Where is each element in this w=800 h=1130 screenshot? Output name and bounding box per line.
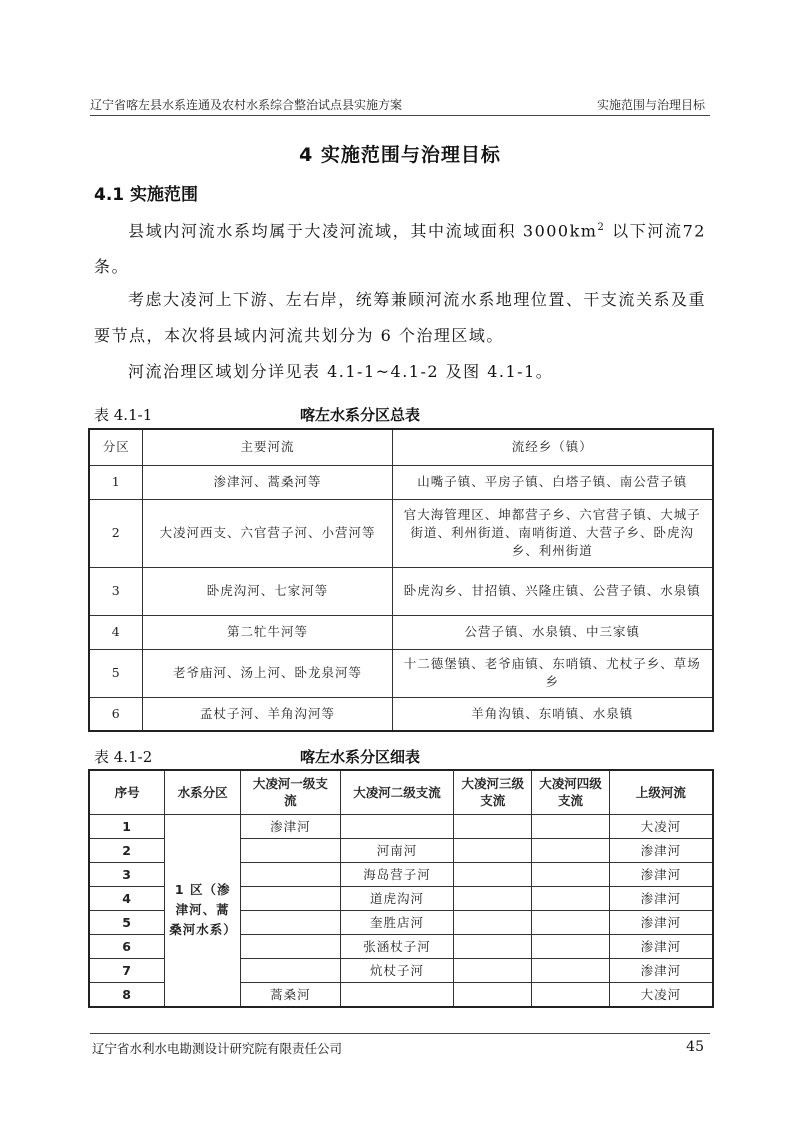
table1-row: [89, 697, 713, 731]
table2-cell: [241, 838, 341, 862]
table2-cell: [454, 838, 532, 862]
table1-cell: 3: [89, 567, 143, 615]
table1-cell: 十二德堡镇、老爷庙镇、东哨镇、尤杖子乡、草场乡: [392, 649, 713, 697]
table1-row: [89, 615, 713, 649]
table2-cell: [532, 838, 610, 862]
page-number: 45: [686, 1039, 704, 1055]
table1-row: [89, 567, 713, 615]
table2-cell: [532, 910, 610, 934]
table2-cell: 渗津河: [609, 886, 713, 910]
footer-organization: 辽宁省水利水电勘测设计研究院有限责任公司: [92, 1041, 343, 1056]
table1-header-cell: 主要河流: [143, 429, 392, 465]
table-zone-summary: [88, 428, 714, 732]
table1-number: 表 4.1-1: [94, 406, 153, 424]
table2-cell: 渗津河: [241, 814, 341, 838]
table1-cell: 6: [89, 697, 143, 731]
paragraph-1-superscript: 2: [597, 222, 606, 233]
paragraph-2: [94, 282, 706, 354]
paragraph-1-text-a: 县域内河流水系均属于大凌河流域，其中流域面积 3000km: [128, 221, 598, 241]
table1-cell: 羊角沟镇、东哨镇、水泉镇: [392, 697, 713, 731]
header-divider: [90, 115, 710, 116]
table1-cell: 2: [89, 499, 143, 567]
table2-zone-cell: 1 区（渗津河、蒿桑河水系）: [165, 814, 241, 1007]
table2-index-cell: 4: [89, 886, 165, 910]
header-left: 辽宁省喀左县水系连通及农村水系综合整治试点县实施方案: [90, 98, 403, 112]
section-title: 4.1 实施范围: [94, 185, 199, 205]
table2-cell: 炕杖子河: [340, 958, 454, 982]
table1-row: [89, 465, 713, 499]
table2-cell: [241, 958, 341, 982]
table2-cell: 渗津河: [609, 838, 713, 862]
table2-cell: [532, 862, 610, 886]
table2-cell: 渗津河: [609, 958, 713, 982]
table2-cell: [454, 982, 532, 1007]
table2-index-cell: 8: [89, 982, 165, 1007]
table2-cell: [532, 934, 610, 958]
table2-index-cell: 7: [89, 958, 165, 982]
table2-header-cell: 大凌河二级支流: [340, 770, 454, 814]
table1-cell: 5: [89, 649, 143, 697]
table2-cell: 渗津河: [609, 862, 713, 886]
table2-cell: 蒿桑河: [241, 982, 341, 1007]
table1-header-cell: 流经乡（镇）: [392, 429, 713, 465]
table2-cell: [454, 862, 532, 886]
footer-divider: [90, 1033, 710, 1034]
table2-header-cell: 序号: [89, 770, 165, 814]
table2-number: 表 4.1-2: [94, 748, 153, 766]
table2-title: 喀左水系分区细表: [300, 748, 421, 766]
table2-cell: 渗津河: [609, 934, 713, 958]
paragraph-1: [94, 210, 706, 285]
table1-header-row: [89, 429, 713, 465]
table2-cell: 河南河: [340, 838, 454, 862]
table2-header-cell: 大凌河四级支流: [532, 770, 610, 814]
table2-cell: 海岛营子河: [340, 862, 454, 886]
table1-cell: 1: [89, 465, 143, 499]
table2-index-cell: 6: [89, 934, 165, 958]
table2-cell: [454, 886, 532, 910]
table2-index-cell: 3: [89, 862, 165, 886]
table1-cell: 4: [89, 615, 143, 649]
table1-cell: 大凌河西支、六官营子河、小营河等: [143, 499, 392, 567]
table2-cell: 渗津河: [609, 910, 713, 934]
table2-cell: 奎胜店河: [340, 910, 454, 934]
table1-cell: 第二牤牛河等: [143, 615, 392, 649]
table2-cell: [241, 910, 341, 934]
table2-header-row: [89, 770, 713, 814]
table-zone-detail: [88, 769, 714, 1008]
table2-cell: [241, 886, 341, 910]
table2-cell: 张涵杖子河: [340, 934, 454, 958]
table2-cell: 大凌河: [609, 814, 713, 838]
paragraph-3-text: 河流治理区域划分详见表 4.1-1~4.1-2 及图 4.1-1。: [128, 362, 554, 381]
table1-row: [89, 649, 713, 697]
table2-row: [89, 814, 713, 838]
table1-cell: 卧虎沟河、七家河等: [143, 567, 392, 615]
table2-cell: [241, 934, 341, 958]
table2-cell: [340, 982, 454, 1007]
chapter-title: 4 实施范围与治理目标: [299, 144, 501, 166]
table2-cell: [241, 862, 341, 886]
table2-cell: [532, 958, 610, 982]
table2-cell: [532, 982, 610, 1007]
table1-title: 喀左水系分区总表: [300, 406, 421, 424]
table2-header-cell: 大凌河一级支流: [241, 770, 341, 814]
table1-header-cell: 分区: [89, 429, 143, 465]
table1-row: [89, 499, 713, 567]
paragraph-1-text-b: 以下河流72 条。: [94, 221, 706, 277]
table1-cell: 山嘴子镇、平房子镇、白塔子镇、南公营子镇: [392, 465, 713, 499]
table2-cell: [454, 934, 532, 958]
table2-cell: 大凌河: [609, 982, 713, 1007]
table1-cell: 孟杖子河、羊角沟河等: [143, 697, 392, 731]
table2-cell: [454, 814, 532, 838]
table2-header-cell: 水系分区: [165, 770, 241, 814]
table1-cell: 卧虎沟乡、甘招镇、兴隆庄镇、公营子镇、水泉镇: [392, 567, 713, 615]
paragraph-2-text: 考虑大凌河上下游、左右岸，统筹兼顾河流水系地理位置、干支流关系及重要节点，本次将县域内河流共划分为 6 个治理区域。: [94, 290, 706, 345]
table2-cell: [454, 910, 532, 934]
table2-index-cell: 2: [89, 838, 165, 862]
table2-header-cell: 上级河流: [609, 770, 713, 814]
table2-index-cell: 1: [89, 814, 165, 838]
table1-cell: 渗津河、蒿桑河等: [143, 465, 392, 499]
table2-header-cell: 大凌河三级支流: [454, 770, 532, 814]
table1-cell: 老爷庙河、汤上河、卧龙泉河等: [143, 649, 392, 697]
paragraph-3: [94, 354, 706, 390]
table2-cell: [532, 814, 610, 838]
table2-cell: 道虎沟河: [340, 886, 454, 910]
table2-cell: [340, 814, 454, 838]
table2-cell: [454, 958, 532, 982]
table1-cell: 公营子镇、水泉镇、中三家镇: [392, 615, 713, 649]
table1-cell: 官大海管理区、坤都营子乡、六官营子镇、大城子街道、利州街道、南哨街道、大营子乡、卧虎沟乡、利州街道: [392, 499, 713, 567]
table2-cell: [532, 886, 610, 910]
table2-index-cell: 5: [89, 910, 165, 934]
header-right: 实施范围与治理目标: [596, 98, 705, 112]
